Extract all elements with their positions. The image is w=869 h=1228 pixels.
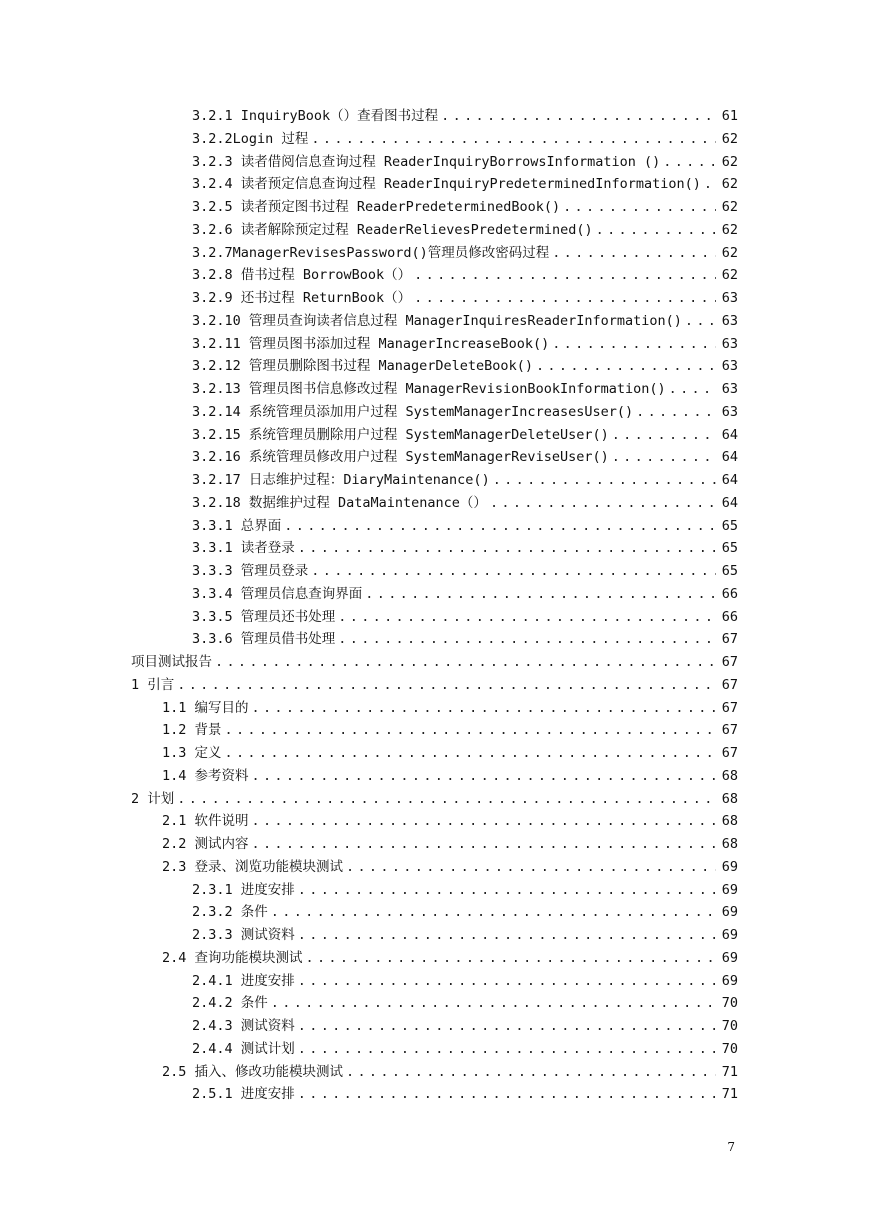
toc-entry-page-number: 69 xyxy=(721,881,738,898)
toc-row xyxy=(0,879,869,902)
dot-leader xyxy=(493,469,716,492)
dot-leader xyxy=(414,287,716,310)
toc-entry-page-number: 66 xyxy=(721,608,738,625)
toc-entry-page-number: 64 xyxy=(721,494,738,511)
toc-row xyxy=(0,560,869,583)
dot-leader xyxy=(252,697,716,720)
toc-entry[interactable] xyxy=(192,264,738,287)
toc-entry[interactable] xyxy=(162,697,738,720)
toc-entry[interactable] xyxy=(131,674,738,697)
toc-row xyxy=(0,333,869,356)
page-number: 7 xyxy=(727,1140,735,1154)
toc-entry-page-number: 67 xyxy=(721,631,738,648)
toc-entry-title: 3.2.2Login 过程 xyxy=(192,130,309,147)
toc-entry-title: 1.4 参考资料 xyxy=(162,767,249,784)
toc-entry-title: 3.2.17 日志维护过程：DiaryMaintenance() xyxy=(192,472,490,488)
toc-entry-title: 2.4.4 测试计划 xyxy=(192,1040,295,1057)
toc-row xyxy=(0,355,869,378)
dot-leader xyxy=(612,424,716,447)
dot-leader xyxy=(441,105,716,128)
toc-row xyxy=(0,424,869,447)
toc-entry-title: 3.3.6 管理员借书处理 xyxy=(192,631,336,648)
toc-entry[interactable] xyxy=(192,583,738,606)
toc-entry-page-number: 67 xyxy=(721,654,738,670)
toc-entry-page-number: 68 xyxy=(721,767,738,784)
dot-leader xyxy=(252,810,716,833)
toc-entry[interactable] xyxy=(162,742,738,765)
toc-entry-title: 3.2.8 借书过程 BorrowBook（） xyxy=(192,267,412,284)
toc-entry[interactable] xyxy=(192,378,738,401)
toc-entry-page-number: 67 xyxy=(721,699,738,716)
toc-row xyxy=(0,446,869,469)
toc-entry-page-number: 67 xyxy=(721,745,738,761)
toc-entry-page-number: 65 xyxy=(721,517,738,534)
dot-leader xyxy=(346,1061,716,1084)
dot-leader xyxy=(306,947,716,970)
toc-entry-page-number: 70 xyxy=(721,995,738,1012)
toc-entry-page-number: 69 xyxy=(721,858,738,875)
toc-row xyxy=(0,128,869,151)
toc-row xyxy=(0,242,869,265)
dot-leader xyxy=(563,196,716,219)
table-of-contents xyxy=(0,105,869,1106)
toc-row xyxy=(0,1061,869,1084)
toc-entry[interactable] xyxy=(162,1061,738,1084)
toc-row xyxy=(0,378,869,401)
toc-row xyxy=(0,674,869,697)
toc-row xyxy=(0,219,869,242)
toc-entry-page-number: 65 xyxy=(721,540,738,557)
toc-row xyxy=(0,1038,869,1061)
toc-entry[interactable] xyxy=(131,651,738,674)
toc-entry[interactable] xyxy=(162,810,738,833)
dot-leader xyxy=(704,173,716,196)
toc-row xyxy=(0,401,869,424)
toc-entry-title: 1.1 编写目的 xyxy=(162,699,249,716)
toc-entry[interactable] xyxy=(192,879,738,902)
dot-leader xyxy=(298,879,716,902)
toc-entry-page-number: 62 xyxy=(721,244,738,261)
toc-entry-page-number: 63 xyxy=(721,312,738,329)
toc-entry-title: 2.3.2 条件 xyxy=(192,904,268,921)
toc-entry-page-number: 68 xyxy=(721,836,738,852)
toc-row xyxy=(0,105,869,128)
dot-leader xyxy=(298,970,716,993)
toc-entry-title: 3.2.7ManagerRevisesPassword()管理员修改密码过程 xyxy=(192,244,550,261)
dot-leader xyxy=(298,537,716,560)
toc-row xyxy=(0,856,869,879)
toc-row xyxy=(0,697,869,720)
dot-leader xyxy=(177,674,716,697)
toc-row xyxy=(0,628,869,651)
dot-leader xyxy=(669,378,716,401)
toc-entry[interactable] xyxy=(192,333,738,356)
toc-row xyxy=(0,992,869,1015)
toc-entry-page-number: 67 xyxy=(721,722,738,739)
toc-row xyxy=(0,469,869,492)
toc-row xyxy=(0,583,869,606)
dot-leader xyxy=(298,1083,716,1106)
toc-entry[interactable] xyxy=(192,901,738,924)
toc-entry[interactable] xyxy=(192,151,738,174)
dot-leader xyxy=(552,333,716,356)
toc-entry-title: 3.2.1 InquiryBook（）查看图书过程 xyxy=(192,108,439,124)
toc-entry[interactable] xyxy=(192,492,738,515)
toc-row xyxy=(0,287,869,310)
toc-row xyxy=(0,537,869,560)
toc-row xyxy=(0,515,869,538)
dot-leader xyxy=(298,1015,716,1038)
dot-leader xyxy=(552,242,716,265)
toc-row xyxy=(0,833,869,856)
toc-entry[interactable] xyxy=(162,856,738,879)
toc-row xyxy=(0,651,869,674)
toc-row xyxy=(0,151,869,174)
toc-entry[interactable] xyxy=(192,242,738,265)
toc-entry-page-number: 64 xyxy=(721,449,738,466)
toc-entry-page-number: 61 xyxy=(721,108,738,124)
toc-entry-page-number: 71 xyxy=(721,1063,738,1080)
toc-entry-title: 3.3.1 总界面 xyxy=(192,517,282,534)
toc-row xyxy=(0,492,869,515)
toc-row xyxy=(0,1083,869,1106)
toc-entry-title: 2.4.3 测试资料 xyxy=(192,1018,295,1034)
toc-row xyxy=(0,310,869,333)
toc-entry[interactable] xyxy=(162,765,738,788)
dot-leader xyxy=(490,492,716,515)
dot-leader xyxy=(298,924,716,947)
toc-entry-title: 1 引言 xyxy=(131,676,175,693)
toc-entry-page-number: 62 xyxy=(721,221,738,238)
toc-entry[interactable] xyxy=(192,628,738,651)
toc-entry[interactable] xyxy=(192,355,738,378)
toc-entry-page-number: 64 xyxy=(721,472,738,488)
toc-entry-title: 2.5.1 进度安排 xyxy=(192,1086,295,1103)
toc-entry-page-number: 69 xyxy=(721,927,738,943)
toc-entry-title: 2.5 插入、修改功能模块测试 xyxy=(162,1063,344,1080)
toc-entry[interactable] xyxy=(192,287,738,310)
toc-entry-page-number: 65 xyxy=(721,563,738,579)
toc-entry[interactable] xyxy=(192,537,738,560)
toc-entry-page-number: 63 xyxy=(721,403,738,420)
toc-entry-page-number: 62 xyxy=(721,176,738,193)
toc-row xyxy=(0,742,869,765)
toc-entry-page-number: 71 xyxy=(721,1086,738,1103)
toc-row xyxy=(0,970,869,993)
toc-row xyxy=(0,606,869,629)
dot-leader xyxy=(311,560,716,583)
toc-entry-title: 3.2.11 管理员图书添加过程 ManagerIncreaseBook() xyxy=(192,335,550,352)
dot-leader xyxy=(252,833,716,856)
toc-entry-title: 3.2.16 系统管理员修改用户过程 SystemManagerReviseUser() xyxy=(192,449,609,466)
toc-entry-title: 2.4.1 进度安排 xyxy=(192,972,295,989)
toc-entry-title: 3.2.6 读者解除预定过程 ReaderRelievesPredetermined() xyxy=(192,221,593,238)
toc-entry-page-number: 69 xyxy=(721,949,738,966)
toc-entry-page-number: 68 xyxy=(721,813,738,830)
toc-entry-title: 3.3.4 管理员信息查询界面 xyxy=(192,585,363,602)
dot-leader xyxy=(225,742,716,765)
toc-row xyxy=(0,264,869,287)
toc-entry-page-number: 64 xyxy=(721,426,738,443)
toc-entry[interactable] xyxy=(192,128,738,151)
toc-entry-title: 3.2.9 还书过程 ReturnBook（） xyxy=(192,290,412,306)
toc-entry-title: 3.2.4 读者预定信息查询过程 ReaderInquiryPredeterminedInformation() xyxy=(192,176,701,193)
toc-entry-page-number: 63 xyxy=(721,381,738,397)
toc-entry-title: 1.2 背景 xyxy=(162,722,222,739)
toc-entry-title: 2.4 查询功能模块测试 xyxy=(162,949,303,966)
toc-entry-title: 项目测试报告 xyxy=(131,654,212,670)
toc-entry-page-number: 63 xyxy=(721,290,738,306)
toc-entry[interactable] xyxy=(131,788,738,811)
toc-entry-title: 3.2.14 系统管理员添加用户过程 SystemManagerIncreasesUser() xyxy=(192,403,634,420)
dot-leader xyxy=(414,264,716,287)
toc-entry[interactable] xyxy=(192,560,738,583)
toc-entry-title: 3.3.1 读者登录 xyxy=(192,540,295,557)
dot-leader xyxy=(685,310,716,333)
dot-leader xyxy=(636,401,716,424)
toc-entry[interactable] xyxy=(192,1038,738,1061)
toc-entry[interactable] xyxy=(192,992,738,1015)
toc-entry[interactable] xyxy=(192,515,738,538)
toc-entry-title: 3.2.12 管理员删除图书过程 ManagerDeleteBook() xyxy=(192,358,533,375)
toc-row xyxy=(0,901,869,924)
toc-row xyxy=(0,810,869,833)
toc-entry[interactable] xyxy=(162,947,738,970)
toc-entry-title: 2.3.3 测试资料 xyxy=(192,927,295,943)
toc-entry-title: 1.3 定义 xyxy=(162,745,222,761)
toc-entry-page-number: 70 xyxy=(721,1040,738,1057)
dot-leader xyxy=(663,151,716,174)
toc-entry-title: 2.3 登录、浏览功能模块测试 xyxy=(162,858,344,875)
dot-leader xyxy=(298,1038,716,1061)
toc-entry-title: 2 计划 xyxy=(131,790,175,807)
toc-entry-title: 3.2.10 管理员查询读者信息过程 ManagerInquiresReaderInformation() xyxy=(192,312,682,329)
toc-entry-title: 2.2 测试内容 xyxy=(162,836,249,852)
toc-row xyxy=(0,719,869,742)
toc-entry[interactable] xyxy=(192,401,738,424)
toc-entry-page-number: 62 xyxy=(721,199,738,215)
toc-row xyxy=(0,1015,869,1038)
dot-leader xyxy=(346,856,716,879)
dot-leader xyxy=(177,788,716,811)
toc-entry[interactable] xyxy=(192,446,738,469)
dot-leader xyxy=(338,606,716,629)
toc-entry[interactable] xyxy=(192,310,738,333)
toc-entry-title: 3.2.13 管理员图书信息修改过程 ManagerRevisionBookInformation() xyxy=(192,381,666,397)
toc-entry-page-number: 62 xyxy=(721,153,738,170)
toc-row xyxy=(0,947,869,970)
toc-entry-page-number: 70 xyxy=(721,1018,738,1034)
dot-leader xyxy=(271,901,716,924)
toc-entry-page-number: 62 xyxy=(721,130,738,147)
toc-entry[interactable] xyxy=(192,924,738,947)
toc-entry[interactable] xyxy=(192,196,738,219)
toc-entry-page-number: 67 xyxy=(721,676,738,693)
toc-entry-title: 3.2.5 读者预定图书过程 ReaderPredeterminedBook() xyxy=(192,199,561,215)
dot-leader xyxy=(271,992,716,1015)
toc-entry-title: 2.4.2 条件 xyxy=(192,995,268,1012)
toc-entry-page-number: 63 xyxy=(721,358,738,375)
toc-entry-title: 3.2.3 读者借阅信息查询过程 ReaderInquiryBorrowsInformation () xyxy=(192,153,661,170)
dot-leader xyxy=(612,446,716,469)
dot-leader xyxy=(311,128,716,151)
toc-row xyxy=(0,788,869,811)
dot-leader xyxy=(252,765,716,788)
toc-entry-title: 2.3.1 进度安排 xyxy=(192,881,295,898)
toc-entry-page-number: 66 xyxy=(721,585,738,602)
toc-entry-title: 3.2.18 数据维护过程 DataMaintenance（） xyxy=(192,494,487,511)
dot-leader xyxy=(284,515,716,538)
toc-entry[interactable] xyxy=(162,719,738,742)
toc-row xyxy=(0,924,869,947)
toc-entry[interactable] xyxy=(192,105,738,128)
toc-row xyxy=(0,173,869,196)
toc-entry-page-number: 68 xyxy=(721,790,738,807)
toc-entry[interactable] xyxy=(192,424,738,447)
dot-leader xyxy=(338,628,716,651)
toc-entry-title: 3.3.5 管理员还书处理 xyxy=(192,608,336,625)
toc-entry-page-number: 69 xyxy=(721,972,738,989)
toc-entry[interactable] xyxy=(162,833,738,856)
dot-leader xyxy=(365,583,716,606)
toc-entry-title: 3.3.3 管理员登录 xyxy=(192,563,309,579)
toc-entry[interactable] xyxy=(192,970,738,993)
toc-entry[interactable] xyxy=(192,219,738,242)
toc-entry-page-number: 69 xyxy=(721,904,738,921)
toc-entry[interactable] xyxy=(192,469,738,492)
toc-entry[interactable] xyxy=(192,1015,738,1038)
dot-leader xyxy=(596,219,716,242)
dot-leader xyxy=(215,651,716,674)
toc-entry-title: 3.2.15 系统管理员删除用户过程 SystemManagerDeleteUser() xyxy=(192,426,609,443)
toc-entry-title: 2.1 软件说明 xyxy=(162,813,249,830)
toc-entry[interactable] xyxy=(192,1083,738,1106)
toc-entry[interactable] xyxy=(192,606,738,629)
toc-entry[interactable] xyxy=(192,173,738,196)
dot-leader xyxy=(536,355,716,378)
dot-leader xyxy=(225,719,716,742)
toc-row xyxy=(0,196,869,219)
toc-row xyxy=(0,765,869,788)
toc-entry-page-number: 63 xyxy=(721,335,738,352)
toc-entry-page-number: 62 xyxy=(721,267,738,284)
